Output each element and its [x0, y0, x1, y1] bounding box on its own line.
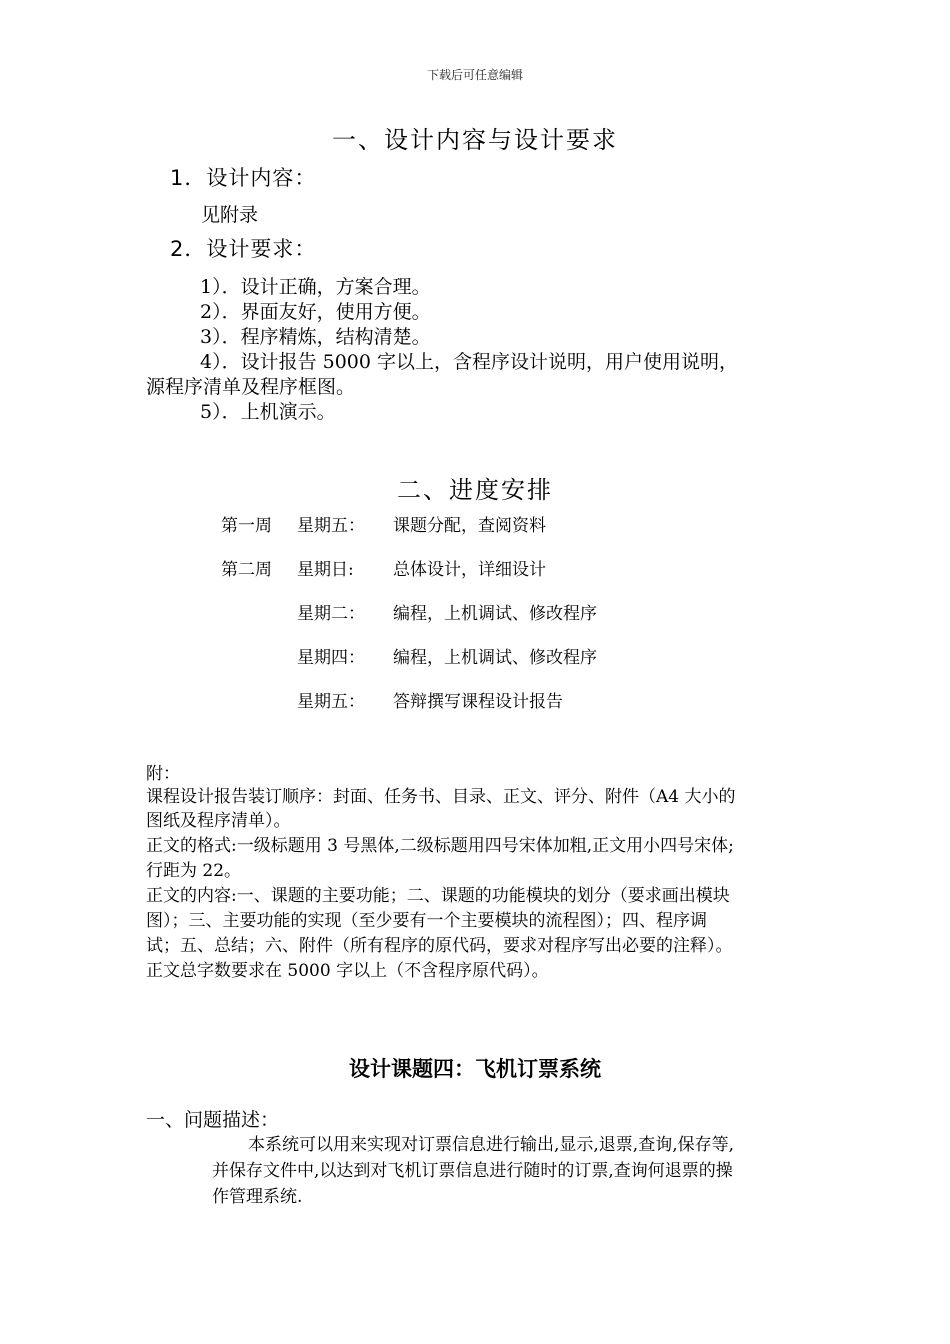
problem-text-line2: 并保存文件中,以达到对飞机订票信息进行随时的订票,查询何退票的操	[212, 1161, 733, 1181]
appendix-line: 课程设计报告装订顺序：封面、任务书、目录、正文、评分、附件（A4 大小的	[146, 787, 736, 807]
requirement-4-line2: 源程序清单及程序框图。	[146, 376, 356, 398]
appendix-label: 附：	[146, 764, 180, 784]
schedule-week: 第二周	[221, 560, 272, 580]
requirement-1: 1）．设计正确，方案合理。	[200, 276, 431, 298]
problem-text-line1: 本系统可以用来实现对订票信息进行输出,显示,退票,查询,保存等,	[248, 1135, 735, 1155]
design-content-text: 见附录	[201, 204, 259, 226]
appendix-line: 图纸及程序清单）。	[146, 811, 291, 831]
schedule-day: 星期二：	[297, 604, 365, 624]
problem-text-line3: 作管理系统.	[212, 1187, 303, 1207]
schedule-task: 编程，上机调试、修改程序	[393, 648, 597, 668]
appendix-line: 正文的格式:一级标题用 3 号黑体,二级标题用四号宋体加粗,正文用小四号宋体;	[146, 836, 734, 856]
topic-title: 设计课题四：飞机订票系统	[349, 1056, 601, 1081]
subheading-design-requirements: 2．设计要求：	[170, 237, 317, 261]
schedule-task: 课题分配，查阅资料	[393, 516, 546, 536]
appendix-line: 图）；三、主要功能的实现（至少要有一个主要模块的流程图）；四、程序调	[146, 911, 707, 931]
appendix-line: 正文的内容:一、课题的主要功能；二、课题的功能模块的划分（要求画出模块	[146, 886, 730, 906]
schedule-day: 星期日:	[297, 560, 354, 580]
schedule-task: 答辩撰写课程设计报告	[393, 692, 563, 712]
subheading-design-content: 1．设计内容：	[170, 166, 317, 190]
requirement-5: 5）．上机演示。	[200, 401, 336, 423]
schedule-task: 编程，上机调试、修改程序	[393, 604, 597, 624]
requirement-3: 3）．程序精炼，结构清楚。	[200, 326, 431, 348]
page-header: 下载后可任意编辑	[426, 68, 523, 82]
requirement-2: 2）．界面友好，使用方便。	[200, 301, 431, 323]
appendix-line: 行距为 22。	[146, 861, 242, 881]
appendix-line: 正文总字数要求在 5000 字以上（不含程序原代码）。	[146, 961, 549, 981]
schedule-day: 星期四：	[297, 648, 365, 668]
schedule-task: 总体设计，详细设计	[393, 560, 546, 580]
section2-title: 二、进度安排	[397, 476, 553, 504]
section1-title: 一、设计内容与设计要求	[332, 126, 618, 154]
schedule-day: 星期五：	[297, 516, 365, 536]
problem-heading: 一、问题描述：	[146, 1109, 280, 1131]
schedule-week: 第一周	[221, 516, 272, 536]
appendix-line: 试；五、总结；六、附件（所有程序的原代码，要求对程序写出必要的注释）。	[146, 936, 733, 956]
schedule-day: 星期五：	[297, 692, 365, 712]
requirement-4-line1: 4）．设计报告 5000 字以上，含程序设计说明，用户使用说明，	[200, 351, 739, 373]
